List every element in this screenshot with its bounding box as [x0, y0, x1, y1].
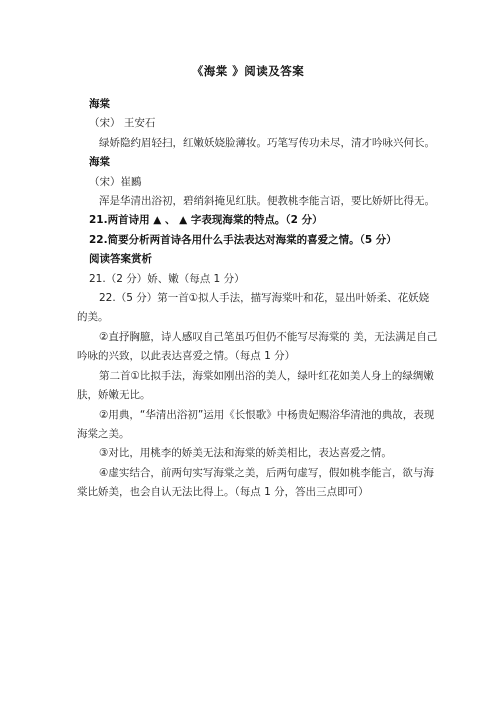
document-title: 《海棠 》阅读及答案	[191, 64, 305, 78]
poem2-text: 浑是华清出浴初，碧绡斜掩见红肤。便教桃李能言语，要比娇妍比得无。	[99, 195, 435, 208]
answer-22-part3: 第二首①比拟手法，海棠如刚出浴的美人，绿叶红花如美人身上的绿绸嫩肤，娇嫩无比。	[77, 369, 434, 402]
poem1-title: 海棠	[89, 98, 110, 110]
poem1-author: （宋） 王安石	[89, 117, 156, 130]
poem2-author: （宋）崔鶠	[89, 175, 142, 188]
question-21: 21.两首诗用 ▲ 、 ▲ 字表现海棠的特点。（2 分）	[89, 214, 323, 227]
answer-22-part1: 22.（5 分）第一首①拟人手法，描写海棠叶和花，显出叶娇柔、花妖娆的美。	[77, 292, 430, 324]
poem1-text: 绿娇隐约眉轻扫，红嫩妖娆脸薄妆。巧笔写传功未尽，清才吟咏兴何长。	[99, 136, 435, 149]
answers-heading: 阅读答案赏析	[89, 253, 152, 266]
poem2-title: 海棠	[89, 156, 110, 169]
answer-21: 21.（2 分）娇、嫩（每点 1 分）	[89, 272, 245, 285]
answer-22-part6: ④虚实结合，前两句实写海棠之美，后两句虚写，假如桃李能言，欲与海棠比娇美，也会自认无法比得上。（每点 1 分，答出三点即可）	[77, 466, 434, 499]
answer-22-part5: ③对比，用桃李的娇美无法和海棠的娇美相比，表达喜爱之情。	[99, 447, 392, 460]
document-body	[77, 95, 439, 503]
answer-22-part2: ②直抒胸臆，诗人感叹自己笔虽巧但仍不能写尽海棠的 美，无法满足自己吟咏的兴致，以此表达喜爱之情。（每点 1 分）	[77, 330, 438, 363]
question-22: 22.简要分析两首诗各用什么手法表达对海棠的喜爱之情。（5 分）	[89, 233, 397, 246]
answer-22-part4: ②用典，“华清出浴初”运用《长恨歌》中杨贵妃赐浴华清池的典故，表现海棠之美。	[77, 408, 435, 440]
